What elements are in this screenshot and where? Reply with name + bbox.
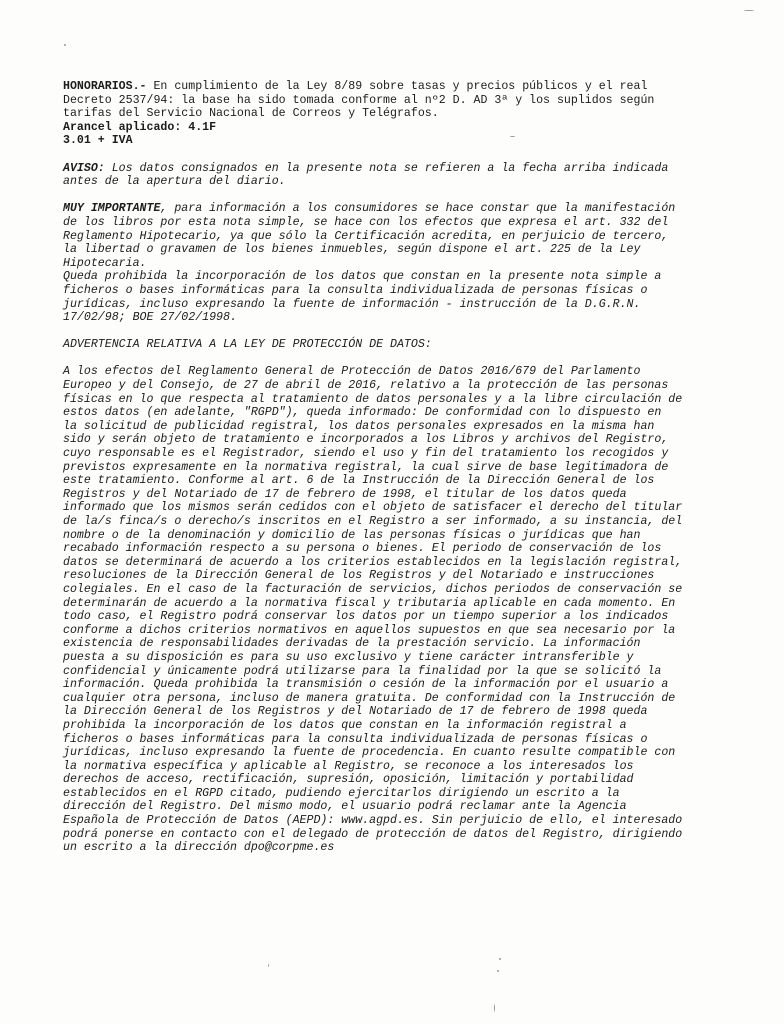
advertencia-line: sido y serán objeto de tratamiento e incorporados a los Libros y archivos del Registro,: [63, 433, 669, 447]
advertencia-line: de la/s finca/s o derecho/s inscritos en el Registro a ser informado, a su instancia, del: [63, 515, 683, 528]
advertencia-line: todo caso, el Registro podrá conservar los datos por un tiempo superior a los indicados: [63, 610, 669, 624]
muy-importante-text: , para información a los consumidores se hace constar que la manifestación: [160, 202, 676, 216]
muy-importante-line-1: [63, 202, 703, 216]
advertencia-line: podrá ponerse en contacto con el delegado de protección de datos del Registro, dirigiendo: [63, 827, 683, 841]
advertencia-line: Europeo y del Consejo, de 27 de abril de 2016, relativo a la protección de las personas: [63, 379, 669, 393]
muy-importante-section: [63, 202, 703, 324]
advertencia-line: previstos expresamente en la normativa registral, la cual sirve de base legitimadora de: [63, 460, 669, 474]
advertencia-body: [63, 365, 703, 854]
advertencia-line: determinarán de acuerdo a la normativa fiscal y tributaria aplicable en cada momento. En: [63, 596, 676, 610]
muy-importante-line: Hipotecaria.: [63, 256, 147, 270]
aviso-section: [63, 162, 703, 189]
advertencia-line: prohibida la incorporación de los datos que constan en la información registral a: [63, 718, 627, 732]
advertencia-line: jurídicas, incluso expresando la fuente de procedencia. En cuanto resulte compatible con: [63, 746, 676, 760]
muy-importante-line: jurídicas, incluso expresando la fuente de información - instrucción de la D.G.R.N.: [63, 297, 641, 311]
muy-importante-line: la libertad o gravamen de los bienes inmuebles, según dispone el art. 225 de la Ley: [63, 243, 641, 257]
advertencia-line: físicas en lo que respecta al tratamiento de datos personales y a la libre circulación de: [63, 392, 683, 406]
advertencia-line: colegiales. En el caso de la facturación de servicios, dichos periodos de conservación se: [63, 582, 683, 596]
advertencia-line: cualquier otra persona, incluso de manera gratuita. De conformidad con la Instrucción de: [63, 691, 676, 705]
advertencia-line: cuyo responsable es el Registrador, siendo el uso y fin del tratamiento los recogidos y: [63, 447, 669, 461]
honorarios-line-3: tarifas del Servicio Nacional de Correos y Telégrafos.: [63, 107, 439, 121]
advertencia-line: A los efectos del Reglamento General de Protección de Datos 2016/679 del Parlamento: [63, 365, 641, 379]
advertencia-line: la solicitud de publicidad registral, los datos personales expresados en la misma han: [63, 419, 655, 433]
advertencia-line: la Dirección General de los Registros y del Notariado de 17 de febrero de 1998 queda: [63, 705, 648, 719]
honorarios-line-1: [63, 80, 703, 94]
advertencia-line: la normativa específica y aplicable al Registro, se reconoce a los interesados los: [63, 759, 634, 773]
muy-importante-line: 17/02/98; BOE 27/02/1998.: [63, 311, 237, 325]
scan-speck: [64, 44, 66, 46]
advertencia-line: estos datos (en adelante, "RGPD"), queda informado: De conformidad con lo dispuesto en: [63, 406, 662, 420]
advertencia-line: recabado información respecto a su persona o bienes. El periodo de conservación de los: [63, 542, 662, 556]
honorarios-line-2: Decreto 2537/94: la base ha sido tomada conforme al nº2 D. AD 3ª y los suplidos según: [63, 93, 655, 107]
advertencia-line: dirección del Registro. Del mismo modo, el usuario podrá reclamar ante la Agencia: [63, 800, 627, 814]
advertencia-heading: ADVERTENCIA RELATIVA A LA LEY DE PROTECCIÓN DE DATOS:: [63, 338, 432, 352]
muy-importante-label: MUY IMPORTANTE: [63, 202, 161, 216]
advertencia-line: derechos de acceso, rectificación, supresión, oposición, limitación y portabilidad: [63, 773, 634, 787]
advertencia-line: Española de Protección de Datos (AEPD): www.agpd.es. Sin perjuicio de ello, el interesado: [63, 814, 683, 828]
scan-speck: [497, 970, 499, 972]
advertencia-line: informado que los mismos serán cedidos con el objeto de satisfacer el derecho del titular: [63, 501, 683, 515]
scan-speck: [268, 964, 269, 967]
aviso-line-2: antes de la apertura del diario.: [63, 175, 286, 189]
honorarios-label: HONORARIOS.-: [63, 80, 147, 93]
scan-speck: [494, 1004, 495, 1012]
arancel-aplicado: Arancel aplicado: 4.1F: [63, 120, 217, 134]
aviso-text: Los datos consignados en la presente nota se refieren a la fecha arriba indicada: [104, 161, 669, 175]
muy-importante-line: Queda prohibida la incorporación de los datos que constan en la presente nota simple a: [63, 270, 662, 284]
advertencia-line: nombre o de la denominación y domicilio de las personas físicas o jurídicas que han: [63, 528, 641, 542]
scan-speck: [744, 10, 754, 11]
muy-importante-line: Reglamento Hipotecario, ya que sólo la Certificación acredita, en perjuicio de tercero,: [63, 229, 669, 243]
advertencia-line: ficheros o bases informáticas para la consulta individualizada de personas físicas o: [63, 732, 648, 746]
advertencia-line: conforme a dichos criterios normativos en aquellos supuestos en que sea necesario por la: [63, 623, 676, 637]
aviso-line-1: [63, 162, 703, 176]
iva-line: 3.01 + IVA: [63, 134, 133, 148]
advertencia-line: puesta a su disposición es para su uso exclusivo y tiene carácter intransferible y: [63, 650, 634, 664]
advertencia-line: Registros y del Notariado de 17 de febrero de 1998, el titular de los datos queda: [63, 487, 627, 501]
muy-importante-line: de los libros por esta nota simple, se hace con los efectos que expresa el art. 332 del: [63, 215, 669, 229]
advertencia-line: un escrito a la dirección dpo@corpme.es: [63, 841, 335, 855]
advertencia-line: datos se determinará de acuerdo a los criterios establecidos en la legislación registral,: [63, 555, 683, 569]
document-body: [63, 80, 703, 855]
advertencia-line: existencia de responsabilidades derivadas de la prestación servicio. La información: [63, 637, 641, 651]
scan-speck: [499, 958, 501, 960]
aviso-label: AVISO:: [63, 161, 105, 175]
muy-importante-line: ficheros o bases informáticas para la consulta individualizada de personas físicas o: [63, 283, 648, 297]
advertencia-line: establecidos en el RGPD citado, pudiendo ejercitarlos dirigiendo un escrito a la: [63, 786, 620, 800]
advertencia-line: confidencial y únicamente podrá utilizarse para la finalidad por la que se solicitó la: [63, 664, 662, 678]
honorarios-section: [63, 80, 703, 148]
advertencia-title: [63, 338, 703, 352]
advertencia-line: resoluciones de la Dirección General de los Registros y del Notariado e instrucciones: [63, 569, 655, 583]
honorarios-text: En cumplimiento de la Ley 8/89 sobre tasas y precios públicos y el real: [146, 80, 648, 93]
advertencia-line: este tratamiento. Conforme al art. 6 de la Instrucción de la Dirección General de los: [63, 474, 655, 488]
advertencia-line: información. Queda prohibida la transmisión o cesión de la información por el usuario a: [63, 678, 669, 692]
